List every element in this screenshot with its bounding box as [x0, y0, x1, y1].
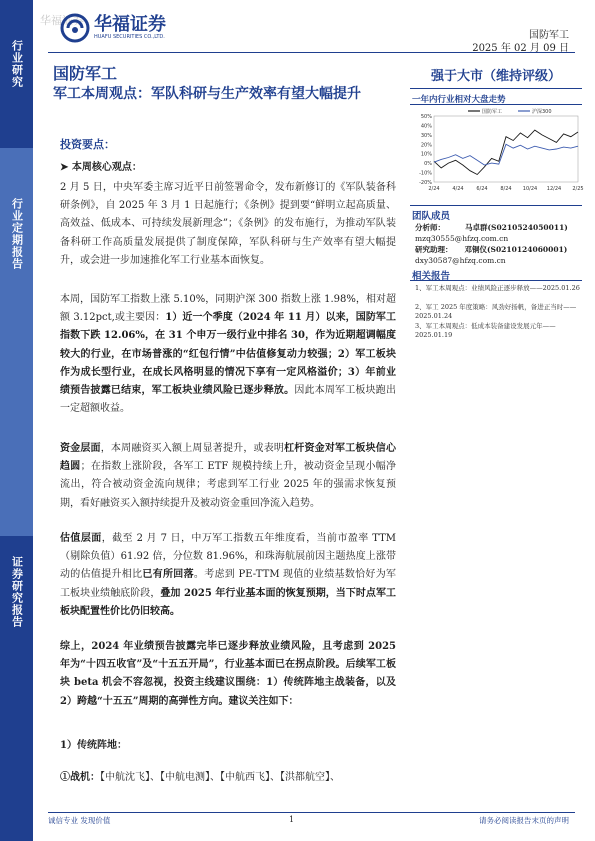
- rating: 强于大市（维持评级）: [430, 69, 561, 84]
- paragraph-2: [60, 291, 396, 418]
- chart-series-line: [434, 144, 578, 165]
- sidebar-label-bottom: 证券研究报告: [10, 556, 24, 628]
- p4-text-a: 估值层面: [60, 533, 102, 544]
- report-subtitle: 军工本周观点：军队科研与生产效率有望大幅提升: [53, 86, 361, 102]
- footer-slogan: 诚信专业 发现价值: [48, 816, 111, 825]
- p4-text-d: 。考虑到 PE-TTM 现值的业绩基数恰好为军工板块业绩触底阶段，: [60, 569, 397, 599]
- analyst-2: [415, 244, 567, 255]
- chart-y-tick-label: 50%: [420, 114, 432, 120]
- paragraph-1: 2 月 5 日，中央军委主席习近平日前签署命令，发布新修订的《军队装备科研条例》，自 2025 年 3 月 1 日起施行；《条例》提到要“鲜明立起高质量、高效益、低成本、可持续发展新理念”；《条例》的发布施行，为推动军队装备科研工作高质量发展提供了制度保障，军队科研与生产效率有望大幅提升，或会进一步加速推化军工行业基本面恢复。: [60, 182, 396, 266]
- chart-series-line: [434, 130, 578, 174]
- sidebar-label-middle: 行业定期报告: [10, 198, 24, 270]
- chart-x-tick-label: 2/24: [428, 186, 440, 192]
- sidebar-block-bottom: [0, 536, 33, 841]
- analyst-2-email[interactable]: dxy30587@hfzq.com.cn: [415, 256, 506, 265]
- p2-text-b: 1）近一个季度（2024 年 11 月）以来，国防军工指数下跌 12.06%，在 31 个申万一级行业中排名 30，作为近期超调幅度较大的行业，在市场普涨的“红包行情”中估值修复动力较强；2）军工板块作为成长型行业，在成长风格明显的情况下享有一定风格溢价；3）年前业绩预告披露已结束，军工板块业绩风险已逐步释放。: [60, 312, 396, 397]
- report-title: 国防军工: [53, 64, 118, 83]
- p7-text-b: 【中航沈飞】、【中航电测】、【中航西飞】、【洪都航空】、: [100, 772, 340, 783]
- p4-text-b: ，截至 2 月 7 日，中万军工指数五年维度看，当前市盈率 TTM（剔除负值）61.92 倍，分位数 81.96%，和珠海航展前因主题热度上涨带动的估值提升相比: [60, 533, 396, 581]
- chart-y-tick-label: 20%: [420, 142, 432, 149]
- header-rule: [48, 52, 575, 53]
- chart-y-tick-label: 40%: [420, 123, 432, 130]
- p2-text-c: 因此本周军工板块跑出一定超额收益。: [60, 385, 396, 415]
- logo: [60, 12, 166, 44]
- chart-x-tick-label: 10/24: [522, 186, 538, 192]
- p7-text-a: ①战机：: [60, 772, 100, 783]
- analyst-1-role: 分析师：: [415, 223, 445, 232]
- watermark: 华福证券: [40, 14, 84, 27]
- analyst-2-name: 邓铜仪(S0210124060001): [464, 245, 568, 254]
- analyst-2-role: 研究助理：: [415, 245, 453, 254]
- page-number: 1: [289, 815, 295, 824]
- chart-legend-label: 沪深300: [532, 109, 552, 115]
- core-view-label: 本周核心观点：: [71, 162, 142, 173]
- chart-x-tick-label: 6/24: [476, 186, 488, 192]
- p3-text-c: 杠杆资金对军工板块信心趋圆: [60, 443, 396, 473]
- related-heading: 相关报告: [412, 271, 451, 282]
- p3-text-a: 资金层面: [60, 443, 101, 454]
- sidebar-block-top: [0, 0, 33, 148]
- chart-x-tick-label: 2/25: [572, 186, 584, 192]
- section-heading: 投资要点：: [60, 138, 115, 151]
- team-heading: 团队成员: [412, 211, 451, 222]
- paragraph-6: 1）传统阵地：: [60, 740, 127, 751]
- header-date: 2025 年 02 月 09 日: [472, 43, 569, 54]
- header-industry: 国防军工: [529, 30, 569, 41]
- sidebar-block-middle: [0, 148, 33, 536]
- logo-text-en: HUAFU SECURITIES CO.,LTD.: [94, 34, 165, 40]
- related-item-3[interactable]: 3、军工本周观点：低成本装备建设发展元年——2025.01.19: [415, 322, 556, 339]
- chart-y-tick-label: 30%: [420, 132, 432, 139]
- footer-rule: [48, 812, 575, 813]
- chart-rule: [410, 104, 582, 105]
- analyst-1-name: 马卓群(S0210524050011): [465, 223, 568, 232]
- chart-y-tick-label: -10%: [419, 170, 432, 177]
- chart-y-tick-label: -20%: [419, 180, 432, 186]
- related-item-1[interactable]: 1、军工本周观点：业绩风险正逐步释放——2025.01.26: [415, 284, 580, 292]
- chart-x-tick-label: 8/24: [500, 186, 512, 192]
- footer-disclaimer: 请务必阅读报告末页的声明: [479, 816, 569, 825]
- p3-text-d: ；在指数上涨阶段，各军工 ETF 规模持续上升，被动资金呈现小幅净流出，符合被动资金流向规律；考虑到军工行业 2025 年的强需求恢复预期，看好融资买入额持续提升及被动资金重回净流入趋势。: [60, 461, 397, 509]
- p2-text-a: 本周，国防军工指数上涨 5.10%，同期沪深 300 指数上涨 1.98%，相对超额 3.12pct,或主要因：: [60, 294, 396, 324]
- related-item-2[interactable]: 2、军工 2025 年度策略：风劲好扬帆，备进正当时——2025.01.24: [415, 303, 577, 320]
- triangle-bullet-icon: ➤: [60, 162, 72, 173]
- chart-x-tick-label: 4/24: [452, 186, 464, 192]
- chart-legend-label: 国防军工: [482, 109, 503, 115]
- logo-text-cn: 华福证券: [94, 14, 166, 35]
- core-view-bullet: [60, 158, 142, 173]
- p4-text-c: 已有所回落: [142, 569, 194, 581]
- chart-x-tick-label: 12/24: [546, 186, 562, 192]
- logo-emblem-icon: [60, 13, 90, 43]
- p4-text-e: 叠加 2025 年行业基本面的恢复预期，当下时点军工板块配置性价比仍旧较高。: [60, 587, 397, 617]
- paragraph-4: [60, 530, 396, 621]
- relative-performance-chart: [408, 106, 584, 196]
- sidebar-label-top: 行业研究: [10, 40, 24, 88]
- sidebar: [0, 0, 33, 841]
- chart-y-tick-label: 10%: [420, 151, 432, 158]
- chart-y-tick-label: 0%: [424, 161, 432, 168]
- team-rule: [410, 205, 582, 206]
- p3-text-b: ，本周融资买入额上周显著提升，或表明: [100, 443, 285, 454]
- analyst-1-email[interactable]: mzq30555@hfzq.com.cn: [415, 234, 509, 243]
- paragraph-5: 综上，2024 年业绩预告披露完毕已逐步释放业绩风险，且考虑到 2025 年为“十四五收官”及“十五五开局”，行业基本面已在拐点阶段。后续军工板块 beta 机会不容忽视，投资主线建议围绕：1）传统阵地主战装备，以及 2）跨越“十五五”周期的高弹性方向。建议关注如下：: [60, 641, 396, 707]
- chart-title: 一年内行业相对大盘走势: [412, 95, 506, 105]
- rating-rule: [410, 88, 582, 89]
- analyst-1: [415, 222, 568, 233]
- paragraph-3: [60, 440, 396, 513]
- related-rule: [410, 280, 582, 281]
- paragraph-7: [60, 769, 396, 787]
